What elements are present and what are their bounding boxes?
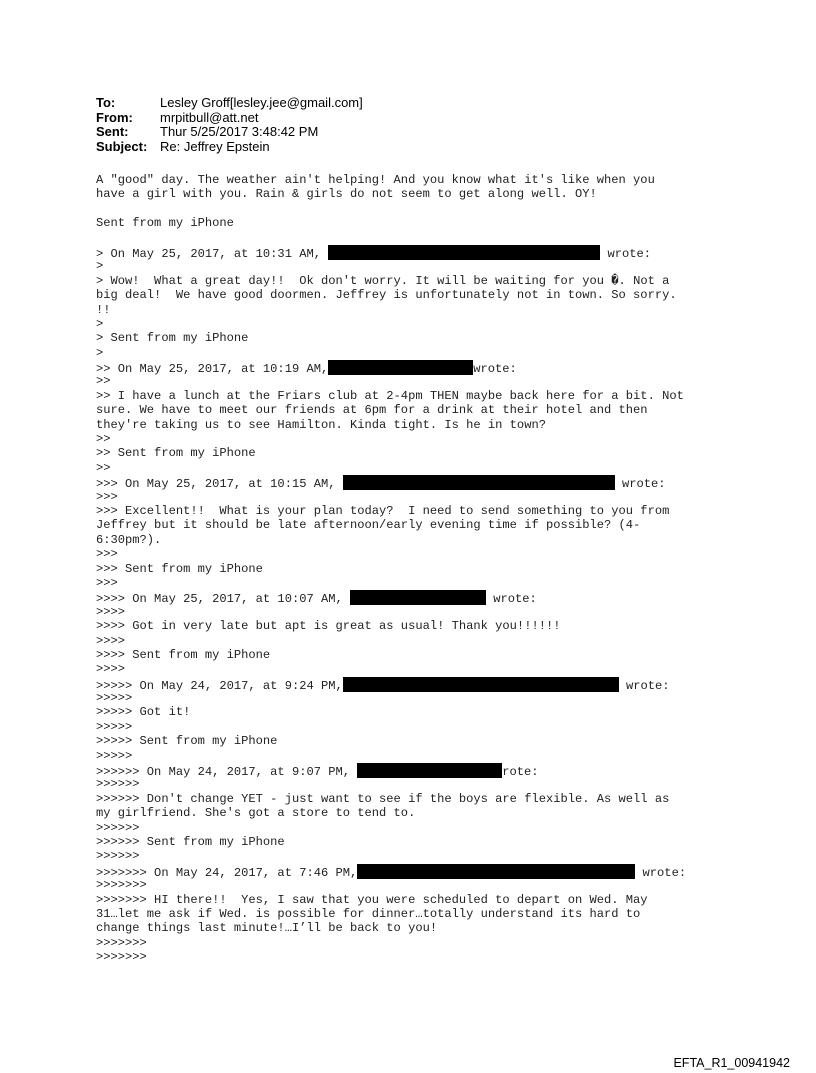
quoted-header-line (96, 245, 736, 259)
quoted-header-start: >>> On May 25, 2017, at 10:15 AM, (96, 477, 343, 492)
body-line: >>>>>>> (96, 935, 147, 950)
to-value: Lesley Groff[lesley.jee@gmail.com] (160, 95, 363, 110)
body-line: >>>> Sent from my iPhone (96, 647, 271, 662)
body-line: >>>> (96, 604, 126, 619)
body-line: >>>> (96, 662, 126, 677)
to-label: To: (96, 95, 116, 110)
body-line: >>>>>> (96, 820, 140, 835)
body-line: big deal! We have good doormen. Jeffrey is unfortunately not in town. So sorry. (96, 288, 677, 303)
body-line: Jeffrey but it should be late afternoon/early evening time if possible? (4- (96, 518, 641, 533)
redaction-box (343, 475, 615, 490)
body-line: >>>>> (96, 691, 133, 706)
sent-value: Thur 5/25/2017 3:48:42 PM (160, 124, 319, 139)
body-line: change things last minute!…I’ll be back to you! (96, 921, 438, 936)
body-line: > (96, 259, 104, 274)
quoted-header-start: >>>> On May 25, 2017, at 10:07 AM, (96, 592, 351, 607)
body-line: !! (96, 302, 111, 317)
quoted-header-end: wrote: (600, 246, 652, 261)
body-line: >>> Sent from my iPhone (96, 561, 263, 576)
body-line: 6:30pm?). (96, 532, 162, 547)
body-line: >> (96, 432, 111, 447)
body-line: > Wow! What a great day!! Ok don't worry. It will be waiting for you �. Not a (96, 273, 670, 288)
body-line: >> (96, 460, 111, 475)
body-line: >>>>>> Don't change YET - just want to see if the boys are flexible. As well as (96, 791, 670, 806)
body-line: >>>>> Got it! (96, 705, 191, 720)
redaction-box (343, 677, 619, 692)
quoted-header-line (96, 590, 736, 607)
body-line: >>>>>> (96, 777, 140, 792)
quoted-header-end: wrote: (486, 592, 537, 607)
document-id: EFTA_R1_00941942 (673, 1056, 790, 1070)
to-row (96, 96, 363, 111)
quoted-header-start: > On May 25, 2017, at 10:31 AM, (96, 246, 329, 261)
redaction-box (357, 864, 635, 879)
body-line: >>>> Got in very late but apt is great as usual! Thank you!!!!!! (96, 619, 561, 634)
from-row (96, 111, 363, 126)
body-line: >>>>> (96, 748, 133, 763)
body-line: >>> Excellent!! What is your plan today? I need to send something to you from (96, 503, 670, 518)
body-line: have a girl with you. Rain & girls do not seem to get along well. OY! (96, 187, 597, 202)
quoted-header-line (96, 475, 736, 492)
body-line: >>>> (96, 633, 126, 648)
quoted-header-end: rote: (502, 765, 539, 780)
body-line: A "good" day. The weather ain't helping! And you know what it's like when you (96, 173, 655, 187)
redaction-box (350, 590, 486, 605)
quoted-header-line (96, 864, 736, 878)
redaction-box (328, 245, 600, 260)
quoted-header-end: wrote: (635, 865, 687, 880)
body-line: 31…let me ask if Wed. is possible for dinner…totally understand its hard to (96, 906, 641, 921)
body-line: sure. We have to meet our friends at 6pm for a drink at their hotel and then (96, 403, 648, 418)
redaction-box (328, 360, 473, 375)
body-line: >>>>>> Sent from my iPhone (96, 834, 285, 849)
body-line: Sent from my iPhone (96, 216, 234, 231)
body-line: >> (96, 374, 111, 389)
quoted-header-start: >>>>> On May 24, 2017, at 9:24 PM, (96, 678, 343, 693)
quoted-header-line (96, 360, 736, 377)
body-line: >>>>>> (96, 849, 140, 864)
quoted-header-start: >>>>>> On May 24, 2017, at 9:07 PM, (96, 765, 358, 780)
body-line: > (96, 345, 104, 360)
subject-row (96, 140, 363, 155)
quoted-header-line (96, 763, 736, 780)
from-label: From: (96, 109, 133, 125)
subject-value: Re: Jeffrey Epstein (160, 138, 270, 154)
body-line: my girlfriend. She's got a store to tend to. (96, 806, 416, 821)
subject-label: Subject: (96, 138, 148, 154)
sent-row (96, 125, 363, 140)
quoted-header-end: wrote: (614, 477, 666, 492)
body-line: >>> (96, 575, 118, 590)
sent-label: Sent: (96, 124, 129, 139)
email-body (96, 173, 736, 964)
body-line: >>>>>>> (96, 878, 147, 893)
quoted-header-start: >>>>>>> On May 24, 2017, at 7:46 PM, (96, 865, 358, 880)
body-line: > Sent from my iPhone (96, 331, 249, 346)
quoted-header-line (96, 677, 736, 691)
body-line: >>> (96, 547, 118, 562)
body-line (96, 202, 736, 216)
email-header (96, 96, 363, 154)
body-line: >> I have a lunch at the Friars club at 2-4pm THEN maybe back here for a bit. Not (96, 388, 684, 403)
body-line (96, 231, 736, 245)
body-line: >>>>> (96, 719, 133, 734)
quoted-header-start: >> On May 25, 2017, at 10:19 AM, (96, 362, 329, 377)
body-line: they're taking us to see Hamilton. Kinda tight. Is he in town? (96, 417, 546, 432)
body-line: >>> (96, 489, 118, 504)
body-line: >> Sent from my iPhone (96, 446, 256, 461)
body-line: >>>>>>> (96, 950, 147, 965)
quoted-header-end: wrote: (618, 678, 670, 693)
body-line: >>>>> Sent from my iPhone (96, 734, 278, 749)
body-line: >>>>>>> HI there!! Yes, I saw that you were scheduled to depart on Wed. May (96, 892, 648, 907)
body-line: > (96, 316, 104, 331)
quoted-header-end: wrote: (473, 362, 517, 377)
from-value: mrpitbull@att.net (160, 109, 259, 125)
redaction-box (357, 763, 502, 778)
